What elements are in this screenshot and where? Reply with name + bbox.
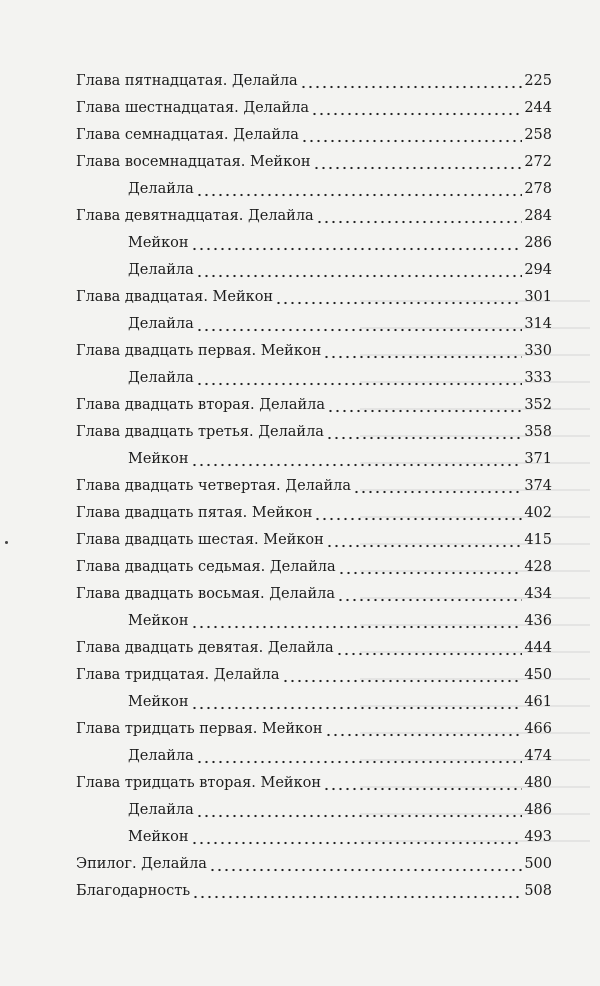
toc-entry [76, 770, 552, 797]
toc-entry [76, 554, 552, 581]
toc-entry [76, 635, 552, 662]
toc-entry-title: Глава тридцатая. Делайла [76, 667, 280, 683]
toc-entry-title: Делайла [128, 181, 194, 197]
toc-entry-page-number: 358 [524, 424, 552, 440]
dot-leader [282, 679, 523, 683]
toc-entry-page-number: 330 [524, 343, 552, 359]
toc-entry-title: Глава двадцать шестая. Мейкон [76, 532, 324, 548]
toc-entry [76, 95, 552, 122]
toc-entry [76, 149, 552, 176]
dot-leader [196, 760, 523, 764]
toc-entry-title: Делайла [128, 802, 194, 818]
toc-entry [76, 851, 552, 878]
dot-leader [311, 112, 522, 116]
toc-entry-title: Мейкон [128, 694, 189, 710]
toc-entry-title: Мейкон [128, 829, 189, 845]
toc-entry-title: Глава двадцать восьмая. Делайла [76, 586, 335, 602]
toc-entry [76, 230, 552, 257]
toc-entry [76, 257, 552, 284]
toc-entry-title: Глава шестнадцатая. Делайла [76, 100, 310, 116]
toc-entry [76, 446, 552, 473]
toc-entry-title: Глава восемнадцатая. Мейкон [76, 154, 311, 170]
toc-entry-title: Делайла [128, 316, 194, 332]
toc-entry [76, 500, 552, 527]
toc-entry-page-number: 314 [524, 316, 552, 332]
dot-leader [326, 544, 523, 548]
toc-entry-title: Глава семнадцатая. Делайла [76, 127, 299, 143]
dot-leader [326, 436, 522, 440]
toc-entry [76, 608, 552, 635]
dot-leader [209, 868, 522, 872]
toc-entry-page-number: 474 [524, 748, 552, 764]
toc-entry-page-number: 508 [524, 883, 552, 899]
toc-entry-title: Глава двадцатая. Мейкон [76, 289, 274, 305]
toc-entry-page-number: 466 [524, 721, 552, 737]
toc-entry-page-number: 225 [524, 73, 552, 89]
dot-leader [191, 706, 523, 710]
dot-leader [314, 517, 522, 521]
toc-entry [76, 662, 552, 689]
toc-entry-title: Глава девятнадцатая. Делайла [76, 208, 314, 224]
toc-entry [76, 203, 552, 230]
toc-entry [76, 473, 552, 500]
toc-entry-page-number: 301 [524, 289, 552, 305]
toc-entry-page-number: 486 [524, 802, 552, 818]
toc-entry [76, 338, 552, 365]
dot-leader [301, 139, 522, 143]
dot-leader [191, 463, 523, 467]
toc-entry-page-number: 402 [524, 505, 552, 521]
dot-leader [191, 625, 523, 629]
toc-entry-page-number: 444 [524, 640, 552, 656]
toc-entry-page-number: 258 [524, 127, 552, 143]
toc-entry [76, 878, 552, 905]
toc-entry-page-number: 493 [524, 829, 552, 845]
dot-leader [196, 814, 523, 818]
dot-leader [327, 409, 522, 413]
toc-entry [76, 419, 552, 446]
toc-entry-page-number: 284 [524, 208, 552, 224]
toc-entry-title: Мейкон [128, 613, 189, 629]
dot-leader [323, 787, 522, 791]
dot-leader [191, 841, 523, 845]
toc-entry-title: Мейкон [128, 235, 189, 251]
toc-entry-page-number: 294 [524, 262, 552, 278]
toc-entry-title: Глава двадцать девятая. Делайла [76, 640, 334, 656]
toc-entry [76, 716, 552, 743]
toc-entry [76, 284, 552, 311]
toc-entry [76, 527, 552, 554]
toc-entry-page-number: 480 [524, 775, 552, 791]
dot-leader [275, 301, 522, 305]
toc-entry [76, 122, 552, 149]
toc-entry-page-number: 352 [524, 397, 552, 413]
dot-leader [196, 193, 523, 197]
toc-entry-title: Делайла [128, 370, 194, 386]
toc-entry-page-number: 286 [524, 235, 552, 251]
toc-entry-title: Мейкон [128, 451, 189, 467]
dot-leader [336, 652, 523, 656]
toc-entry-title: Глава двадцать четвертая. Делайла [76, 478, 352, 494]
toc-entry-title: Делайла [128, 748, 194, 764]
toc-entry-title: Глава пятнадцатая. Делайла [76, 73, 298, 89]
paper-speck [5, 541, 8, 544]
dot-leader [196, 382, 523, 386]
toc-entry-page-number: 272 [524, 154, 552, 170]
toc-entry [76, 797, 552, 824]
dot-leader [337, 598, 522, 602]
toc-entry-title: Глава тридцать вторая. Мейкон [76, 775, 322, 791]
dot-leader [196, 328, 523, 332]
toc-entry-page-number: 428 [524, 559, 552, 575]
toc-entry [76, 581, 552, 608]
dot-leader [316, 220, 523, 224]
dot-leader [325, 733, 523, 737]
dot-leader [323, 355, 522, 359]
toc-entry [76, 68, 552, 95]
toc-entry-page-number: 278 [524, 181, 552, 197]
toc-entry [76, 311, 552, 338]
toc-entry-title: Глава двадцать третья. Делайла [76, 424, 324, 440]
toc-entry-page-number: 371 [524, 451, 552, 467]
toc-entry-title: Благодарность [76, 883, 191, 899]
toc-entry-title: Глава двадцать вторая. Делайла [76, 397, 325, 413]
toc-entry-title: Эпилог. Делайла [76, 856, 207, 872]
toc-entry-title: Глава двадцать седьмая. Делайла [76, 559, 336, 575]
toc-entry-title: Глава тридцать первая. Мейкон [76, 721, 323, 737]
toc-entry-page-number: 500 [524, 856, 552, 872]
toc-entry-title: Глава двадцать пятая. Мейкон [76, 505, 313, 521]
dot-leader [338, 571, 523, 575]
toc-entry-page-number: 415 [524, 532, 552, 548]
dot-leader [300, 85, 523, 89]
toc-entry-page-number: 244 [524, 100, 552, 116]
toc-entry-page-number: 434 [524, 586, 552, 602]
toc-entry [76, 365, 552, 392]
toc-entry [76, 392, 552, 419]
dot-leader [191, 247, 523, 251]
dot-leader [353, 490, 522, 494]
toc-entry [76, 689, 552, 716]
toc-entry-page-number: 436 [524, 613, 552, 629]
toc-entry [76, 176, 552, 203]
toc-entry-title: Делайла [128, 262, 194, 278]
dot-leader [196, 274, 523, 278]
toc-entry [76, 824, 552, 851]
dot-leader [192, 895, 522, 899]
toc-entry-page-number: 333 [524, 370, 552, 386]
toc-entry-page-number: 450 [524, 667, 552, 683]
toc-entry-page-number: 461 [524, 694, 552, 710]
toc-entry [76, 743, 552, 770]
table-of-contents [76, 68, 552, 905]
toc-entry-page-number: 374 [524, 478, 552, 494]
toc-entry-title: Глава двадцать первая. Мейкон [76, 343, 322, 359]
dot-leader [313, 166, 523, 170]
